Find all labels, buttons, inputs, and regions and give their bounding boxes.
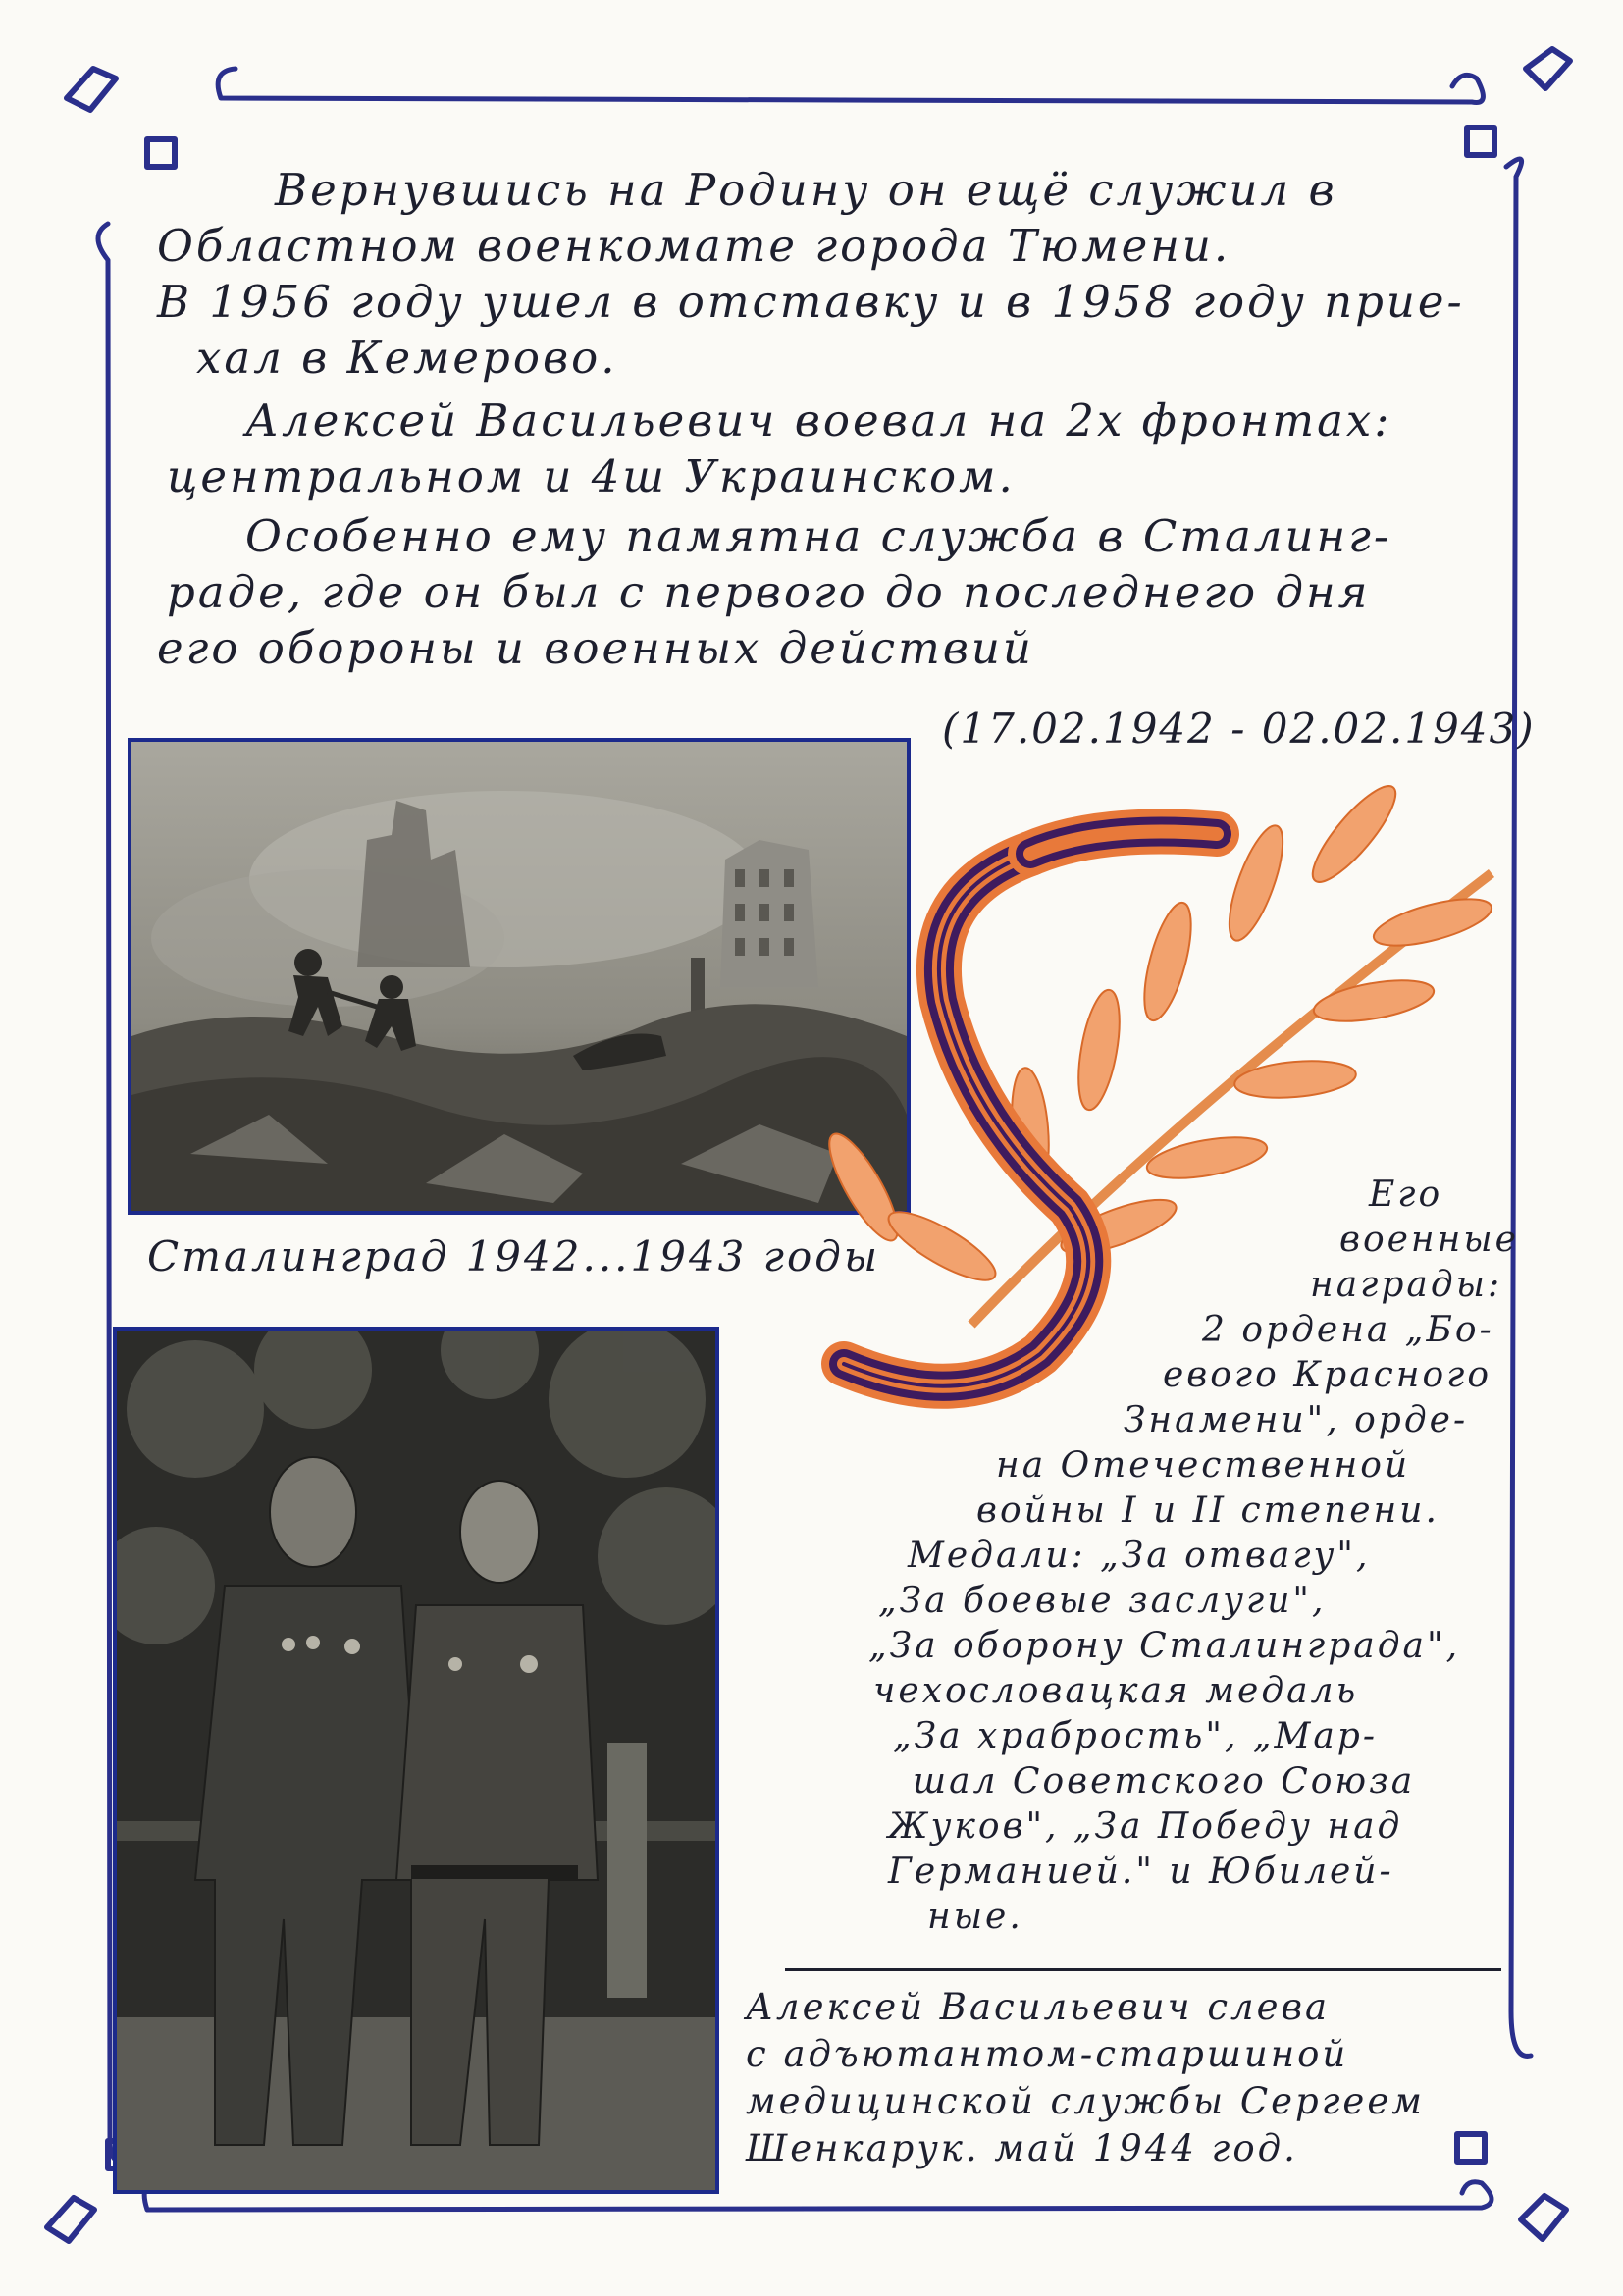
paragraph-return-home	[157, 162, 1465, 386]
text-line: „За оборону Сталинграда",	[868, 1626, 1461, 1666]
text-line: евого Красного	[1163, 1355, 1492, 1395]
text-line: Алексей Васильевич воевал на 2х фронтах:	[245, 394, 1392, 446]
text-line: медицинской службы Сергеем	[746, 2080, 1425, 2122]
text-line: 2 ордена „Бо-	[1202, 1310, 1494, 1350]
text-line: Вернувшись на Родину он ещё служил в	[275, 164, 1337, 216]
text-line: центральном и 4ш Украинском.	[167, 450, 1016, 502]
portrait-photo-caption	[746, 1984, 1425, 2172]
caption-divider	[785, 1968, 1501, 1971]
paragraph-fronts	[157, 392, 1391, 504]
text-line: Медали: „За отвагу",	[908, 1536, 1371, 1576]
text-line: с адъютантом-старшиной	[746, 2033, 1349, 2075]
text-line: Его	[1369, 1174, 1443, 1215]
veterans-portrait-photo	[113, 1327, 719, 2194]
text-line: военные	[1339, 1220, 1519, 1260]
text-line: В 1956 году ушел в отставку и в 1958 году прие-	[157, 276, 1465, 328]
text-line: награды:	[1310, 1265, 1503, 1305]
text-line: Областном военкомате города Тюмени.	[157, 220, 1231, 272]
text-line: Шенкарук. май 1944 год.	[746, 2127, 1298, 2169]
text-line: Германией." и Юбилей-	[888, 1852, 1394, 1892]
battle-dates: (17.02.1942 - 02.02.1943)	[942, 704, 1536, 753]
text-line: на Отечественной	[996, 1445, 1411, 1486]
text-line: его обороны и военных действий	[157, 622, 1034, 674]
text-line: „За храбрость", „Мар-	[893, 1716, 1379, 1756]
text-line: Знамени", орде-	[1124, 1400, 1469, 1440]
paragraph-stalingrad	[157, 508, 1391, 676]
text-line: хал в Кемерово.	[196, 332, 618, 384]
text-line: Жуков", „За Победу над	[888, 1806, 1403, 1847]
text-line: ные.	[927, 1897, 1023, 1937]
text-line: войны I и II степени.	[976, 1490, 1440, 1531]
text-line: шал Советского Союза	[913, 1761, 1416, 1801]
text-line: Алексей Васильевич слева	[746, 1986, 1331, 2028]
military-awards-list	[868, 1173, 1519, 1940]
battle-photo-caption: Сталинград 1942...1943 годы	[147, 1232, 881, 1280]
text-line: „За боевые заслуги",	[878, 1581, 1327, 1621]
text-line: Особенно ему памятна служба в Сталинг-	[245, 510, 1392, 562]
text-line: чехословацкая медаль	[873, 1671, 1359, 1711]
text-line: раде, где он был с первого до последнего дня	[167, 566, 1371, 618]
